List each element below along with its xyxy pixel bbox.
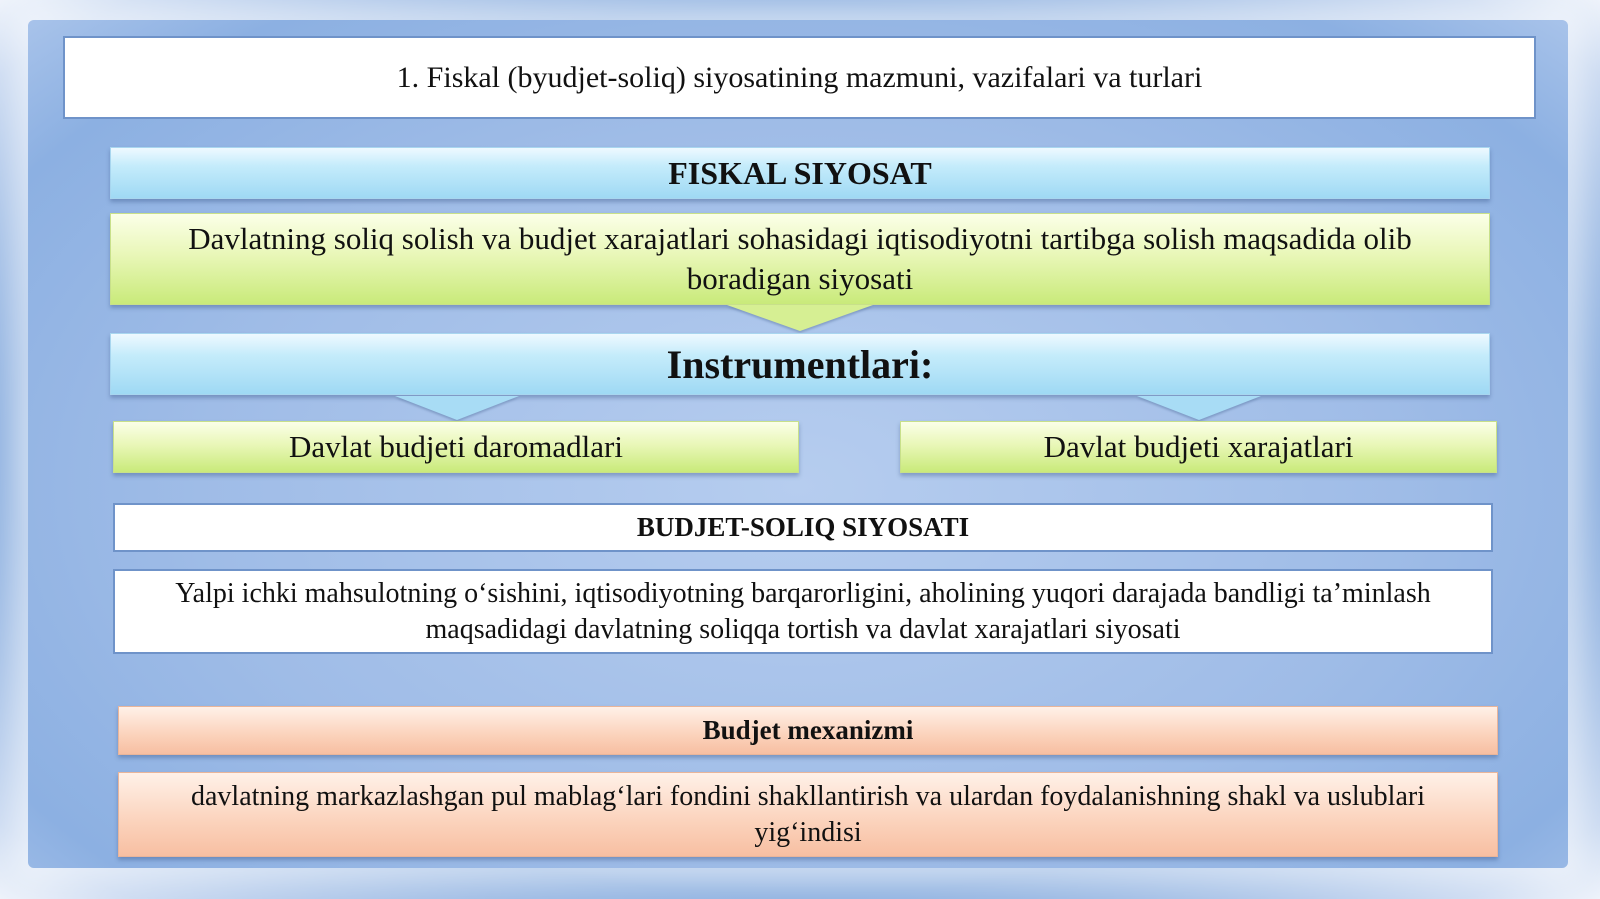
- fiskal-siyosat-definition: [110, 213, 1490, 305]
- budjet-soliq-heading: [113, 503, 1493, 552]
- instrument-item-revenues: [113, 421, 799, 473]
- fiskal-siyosat-heading-text: FISKAL SIYOSAT: [668, 154, 932, 191]
- budjet-soliq-definition: [113, 569, 1493, 654]
- fiskal-siyosat-definition-text: Davlatning soliq solish va budjet xarajatlari sohasidagi iqtisodiyotni tartibga solish maqsadida olib boradigan siyosati: [188, 221, 1412, 296]
- instruments-heading: [110, 333, 1490, 395]
- down-arrow-connector: [727, 305, 873, 331]
- instrument-item-label: Davlat budjeti xarajatlari: [1043, 429, 1354, 464]
- slide-title-text: 1. Fiskal (byudjet-soliq) siyosatining mazmuni, vazifalari va turlari: [396, 60, 1203, 94]
- budjet-soliq-heading-text: BUDJET-SOLIQ SIYOSATI: [636, 512, 970, 542]
- budjet-mexanizmi-definition-text: davlatning markazlashgan pul mablag‘lari fondini shakllantirish va ulardan foydalanishning shakl va uslublari yig‘indisi: [190, 780, 1425, 848]
- budjet-mexanizmi-heading-text: Budjet mexanizmi: [702, 715, 914, 745]
- down-arrow-connector-right: [1137, 396, 1261, 420]
- instrument-item-expenditures: [900, 421, 1497, 473]
- fiskal-siyosat-heading: [110, 147, 1490, 199]
- instrument-item-label: Davlat budjeti daromadlari: [289, 429, 623, 464]
- budjet-mexanizmi-heading: [118, 706, 1498, 755]
- instruments-heading-text: Instrumentlari:: [666, 341, 934, 387]
- budjet-mexanizmi-definition: [118, 772, 1498, 857]
- budjet-soliq-definition-text: Yalpi ichki mahsulotning o‘sishini, iqtisodiyotning barqarorligini, aholining yuqori darajada bandligi ta’minlash maqsadidagi davlatning soliqqa tortish va davlat xarajatlari siyosati: [175, 577, 1431, 645]
- slide-title: [63, 36, 1536, 119]
- down-arrow-connector-left: [395, 396, 519, 420]
